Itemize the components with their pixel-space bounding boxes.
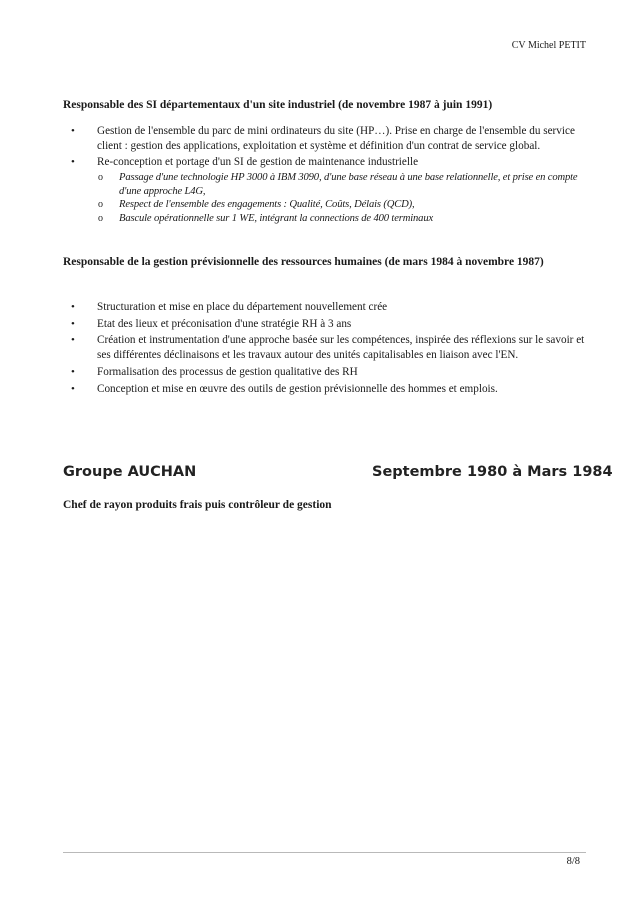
list-item-text: Formalisation des processus de gestion qualitative des RH [97,365,358,378]
sub-list-item-text: Passage d'une technologie HP 3000 à IBM 3090, d'une base réseau à une base relationnelle, et prise en compte d'une approche L4G, [119,172,578,197]
sub-list-item [97,171,593,198]
bullet-icon: • [71,334,75,347]
sub-list-item [97,212,593,226]
section-title-rh: Responsable de la gestion prévisionnelle des ressources humaines (de mars 1984 à novembre 1987) [63,256,544,268]
sub-list-item [97,198,593,212]
page-number: 8/8 [566,856,580,867]
footer-divider [63,852,586,853]
circle-bullet-icon: o [98,172,103,184]
list-item-text: Structuration et mise en place du département nouvellement crée [97,301,388,313]
bullet-icon: • [71,301,75,313]
company-name: Groupe AUCHAN [63,464,197,480]
sub-list-item-text: Respect de l'ensemble des engagements : Qualité, Coûts, Délais (QCD), [119,199,415,211]
list-item [63,155,593,225]
cv-header-label: CV Michel PETIT [511,40,586,51]
section-title-si: Responsable des SI départementaux d'un site industriel (de novembre 1987 à juin 1991) [63,99,493,111]
list-item [63,300,593,315]
list-item-text: Gestion de l'ensemble du parc de mini ordinateurs du site (HP…). Prise en charge de l'ensemble du service client : gestion des applications, exploitation et système et définition d'un contrat de service global. [97,125,575,152]
circle-bullet-icon: o [98,212,103,224]
bullet-icon: • [71,125,75,137]
company-dates: Septembre 1980 à Mars 1984 [372,464,613,480]
list-item [63,124,593,153]
list-item [63,317,593,332]
circle-bullet-icon: o [98,199,103,211]
role-title: Chef de rayon produits frais puis contrôleur de gestion [63,499,332,511]
bullet-list-rh [63,300,593,398]
list-item [63,382,593,397]
list-item [63,333,593,362]
list-item-text: Re-conception et portage d'un SI de gestion de maintenance industrielle [97,156,419,169]
bullet-icon: • [71,365,75,378]
bullet-icon: • [71,156,75,169]
list-item-text: Etat des lieux et préconisation d'une stratégie RH à 3 ans [97,317,352,330]
sub-list [97,171,593,225]
list-item-text: Création et instrumentation d'une approche basée sur les compétences, inspirée des réflexions sur le savoir et ses différentes déclinaisons et les travaux autour des unités capitalisables en liaison avec l'EN. [97,334,585,362]
list-item [63,365,593,380]
bullet-icon: • [71,317,75,330]
list-item-text: Conception et mise en œuvre des outils de gestion prévisionnelle des hommes et emplois. [97,382,498,395]
sub-list-item-text: Bascule opérationnelle sur 1 WE, intégrant la connections de 400 terminaux [119,212,434,224]
bullet-list-si [63,124,593,227]
bullet-icon: • [71,382,75,395]
